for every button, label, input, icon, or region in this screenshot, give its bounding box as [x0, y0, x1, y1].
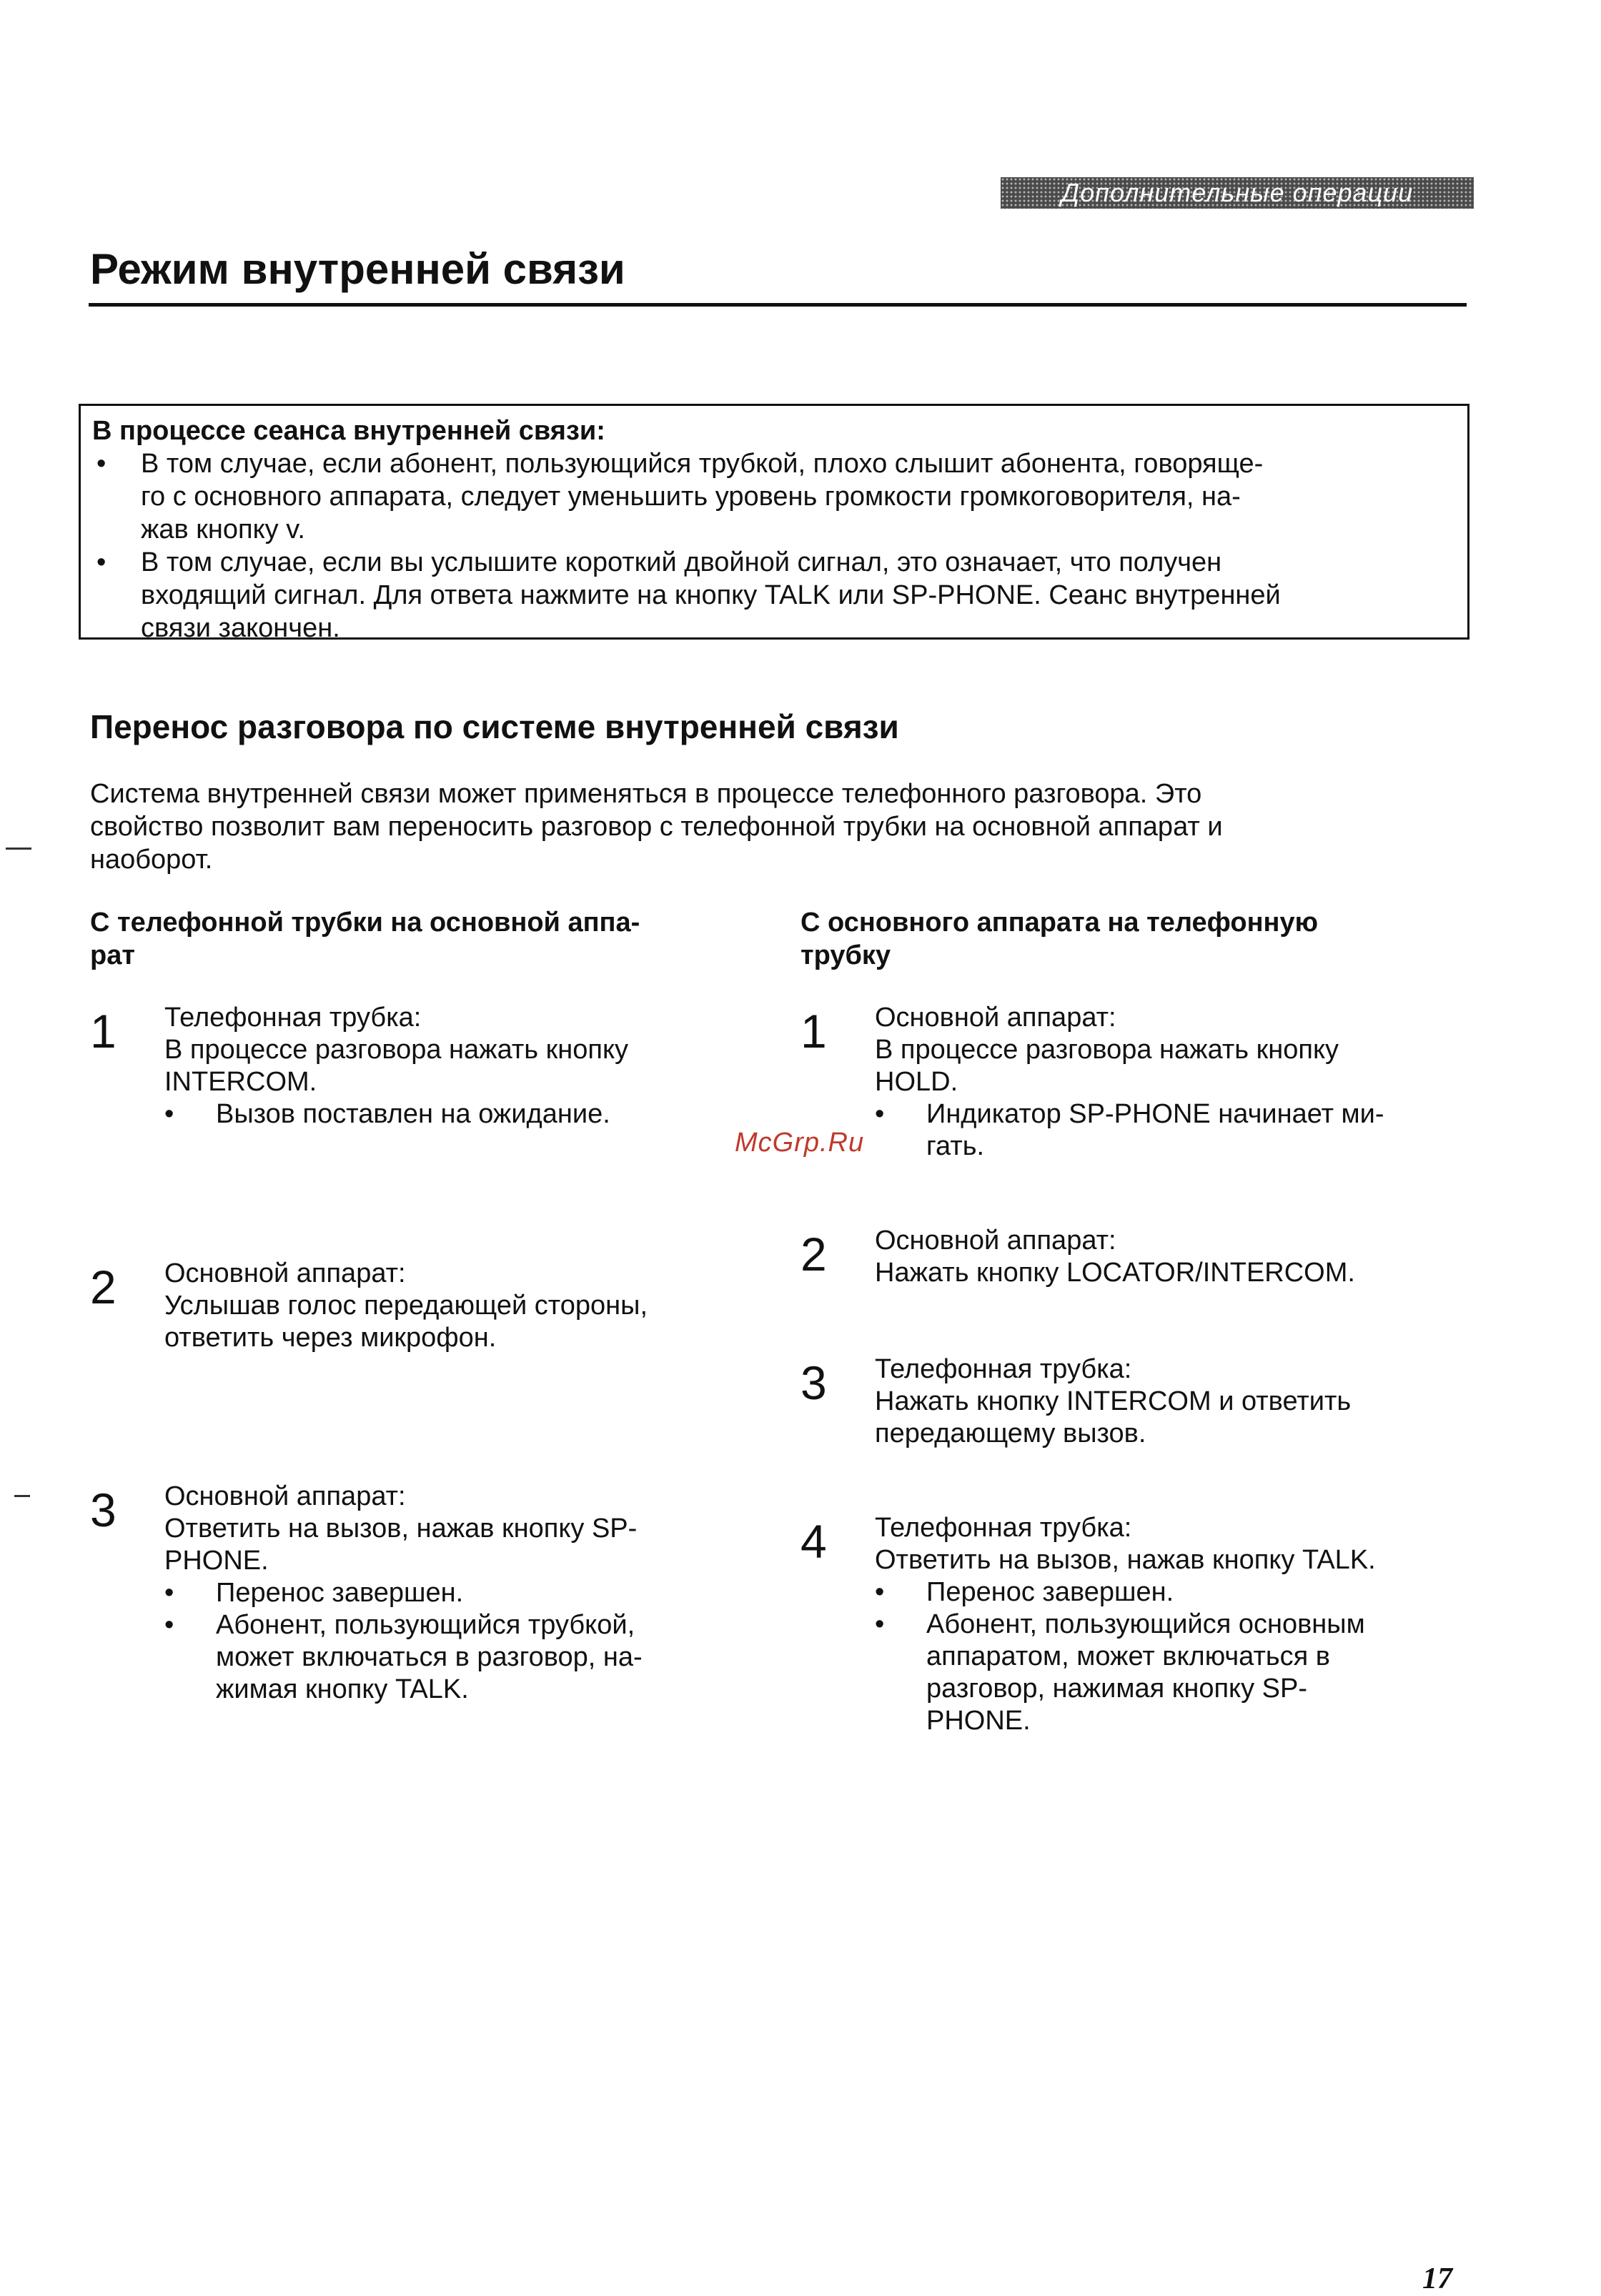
bullet-line: жимая кнопку TALK.	[216, 1674, 469, 1704]
step-bullet	[164, 1098, 628, 1130]
step-number: 4	[800, 1515, 827, 1568]
bullet-line: • Перенос завершен.	[216, 1578, 464, 1608]
step-number: 1	[90, 1005, 117, 1058]
step-bullet	[164, 1577, 643, 1609]
note-item	[92, 447, 1453, 546]
step-number: 2	[90, 1261, 117, 1313]
step-body	[875, 1002, 1384, 1163]
step-line: Ответить на вызов, нажав кнопку TALK.	[875, 1545, 1376, 1575]
heading-line: С основного аппарата на телефонную	[800, 908, 1319, 938]
bullet-line: может включаться в разговор, на-	[216, 1642, 643, 1672]
note-line: входящий сигнал. Для ответа нажмите на кнопку TALK или SP-PHONE. Сеанс внутренней	[141, 580, 1281, 610]
bullet-line: разговор, нажимая кнопку SP-	[926, 1674, 1308, 1704]
step-body	[875, 1512, 1376, 1737]
note-list	[92, 447, 1453, 645]
step-body	[875, 1225, 1355, 1289]
step-body	[164, 1481, 643, 1706]
step-line: PHONE.	[164, 1546, 269, 1576]
step-number: 2	[800, 1228, 827, 1281]
heading-line: С телефонной трубки на основной аппа-	[90, 908, 640, 938]
step-line: Ответить на вызов, нажав кнопку SP-	[164, 1514, 638, 1544]
step-line: INTERCOM.	[164, 1067, 317, 1097]
margin-mark	[6, 848, 31, 850]
bullet-line: • Вызов поставлен на ожидание.	[216, 1099, 610, 1129]
step-number: 3	[90, 1484, 117, 1536]
intro-line: наоборот.	[90, 845, 213, 875]
note-line: го с основного аппарата, следует уменьшить уровень громкости громкоговорителя, на-	[141, 482, 1241, 512]
page-title: Режим внутренней связи	[90, 245, 625, 293]
step-line: ответить через микрофон.	[164, 1323, 497, 1353]
bullet-line: PHONE.	[926, 1706, 1031, 1736]
step-line: Телефонная трубка:	[875, 1513, 1132, 1543]
step-line: Телефонная трубка:	[164, 1003, 422, 1033]
section-intro	[90, 777, 1462, 876]
bullet-line: гать.	[926, 1131, 985, 1161]
note-line: связи закончен.	[141, 613, 340, 643]
step-line: Основной аппарат:	[164, 1258, 406, 1288]
title-rule	[89, 303, 1467, 307]
step-line: HOLD.	[875, 1067, 958, 1097]
note-line: • В том случае, если вы услышите короткий двойной сигнал, это означает, что получен	[141, 547, 1222, 577]
step-bullet	[875, 1098, 1384, 1163]
step-line: В процессе разговора нажать кнопку	[875, 1035, 1339, 1065]
step-line: Основной аппарат:	[875, 1226, 1116, 1256]
step-line: Нажать кнопку INTERCOM и ответить	[875, 1386, 1352, 1416]
step-bullet	[875, 1609, 1376, 1737]
note-item	[92, 546, 1453, 645]
watermark: McGrp.Ru	[735, 1128, 865, 1158]
step-body	[164, 1258, 648, 1354]
bullet-line: • Индикатор SP-PHONE начинает ми-	[926, 1099, 1384, 1129]
bullet-line: • Перенос завершен.	[926, 1577, 1174, 1607]
step-bullet	[164, 1609, 643, 1706]
step-line: Основной аппарат:	[875, 1003, 1116, 1033]
intro-line: свойство позволит вам переносить разговор с телефонной трубки на основной аппарат и	[90, 812, 1223, 842]
margin-mark	[14, 1495, 30, 1497]
section-tab: Дополнительные операции	[1001, 177, 1474, 209]
intro-line: Система внутренней связи может применяться в процессе телефонного разговора. Это	[90, 779, 1202, 809]
note-heading: В процессе сеанса внутренней связи:	[92, 416, 605, 446]
heading-line: рат	[90, 940, 135, 970]
step-bullet	[875, 1576, 1376, 1609]
right-column-heading	[800, 906, 1318, 972]
step-line: Телефонная трубка:	[875, 1354, 1132, 1384]
section-title: Перенос разговора по системе внутренней связи	[90, 708, 899, 745]
step-line: Нажать кнопку LOCATOR/INTERCOM.	[875, 1258, 1355, 1288]
page-number: 17	[1422, 2262, 1452, 2295]
bullet-line: • Абонент, пользующийся основным	[926, 1609, 1365, 1639]
step-number: 1	[800, 1005, 827, 1058]
left-column-heading	[90, 906, 640, 972]
step-line: В процессе разговора нажать кнопку	[164, 1035, 629, 1065]
step-number: 3	[800, 1356, 827, 1409]
note-line: жав кнопку v.	[141, 515, 305, 545]
bullet-line: • Абонент, пользующийся трубкой,	[216, 1610, 635, 1640]
step-line: Услышав голос передающей стороны,	[164, 1291, 648, 1321]
step-line: Основной аппарат:	[164, 1481, 406, 1511]
step-body	[164, 1002, 628, 1130]
heading-line: трубку	[800, 940, 891, 970]
bullet-line: аппаратом, может включаться в	[926, 1641, 1330, 1671]
note-box	[79, 404, 1469, 643]
note-line: • В том случае, если абонент, пользующийся трубкой, плохо слышит абонента, говоряще-	[141, 449, 1264, 479]
step-line: передающему вызов.	[875, 1418, 1146, 1448]
step-body	[875, 1353, 1351, 1450]
